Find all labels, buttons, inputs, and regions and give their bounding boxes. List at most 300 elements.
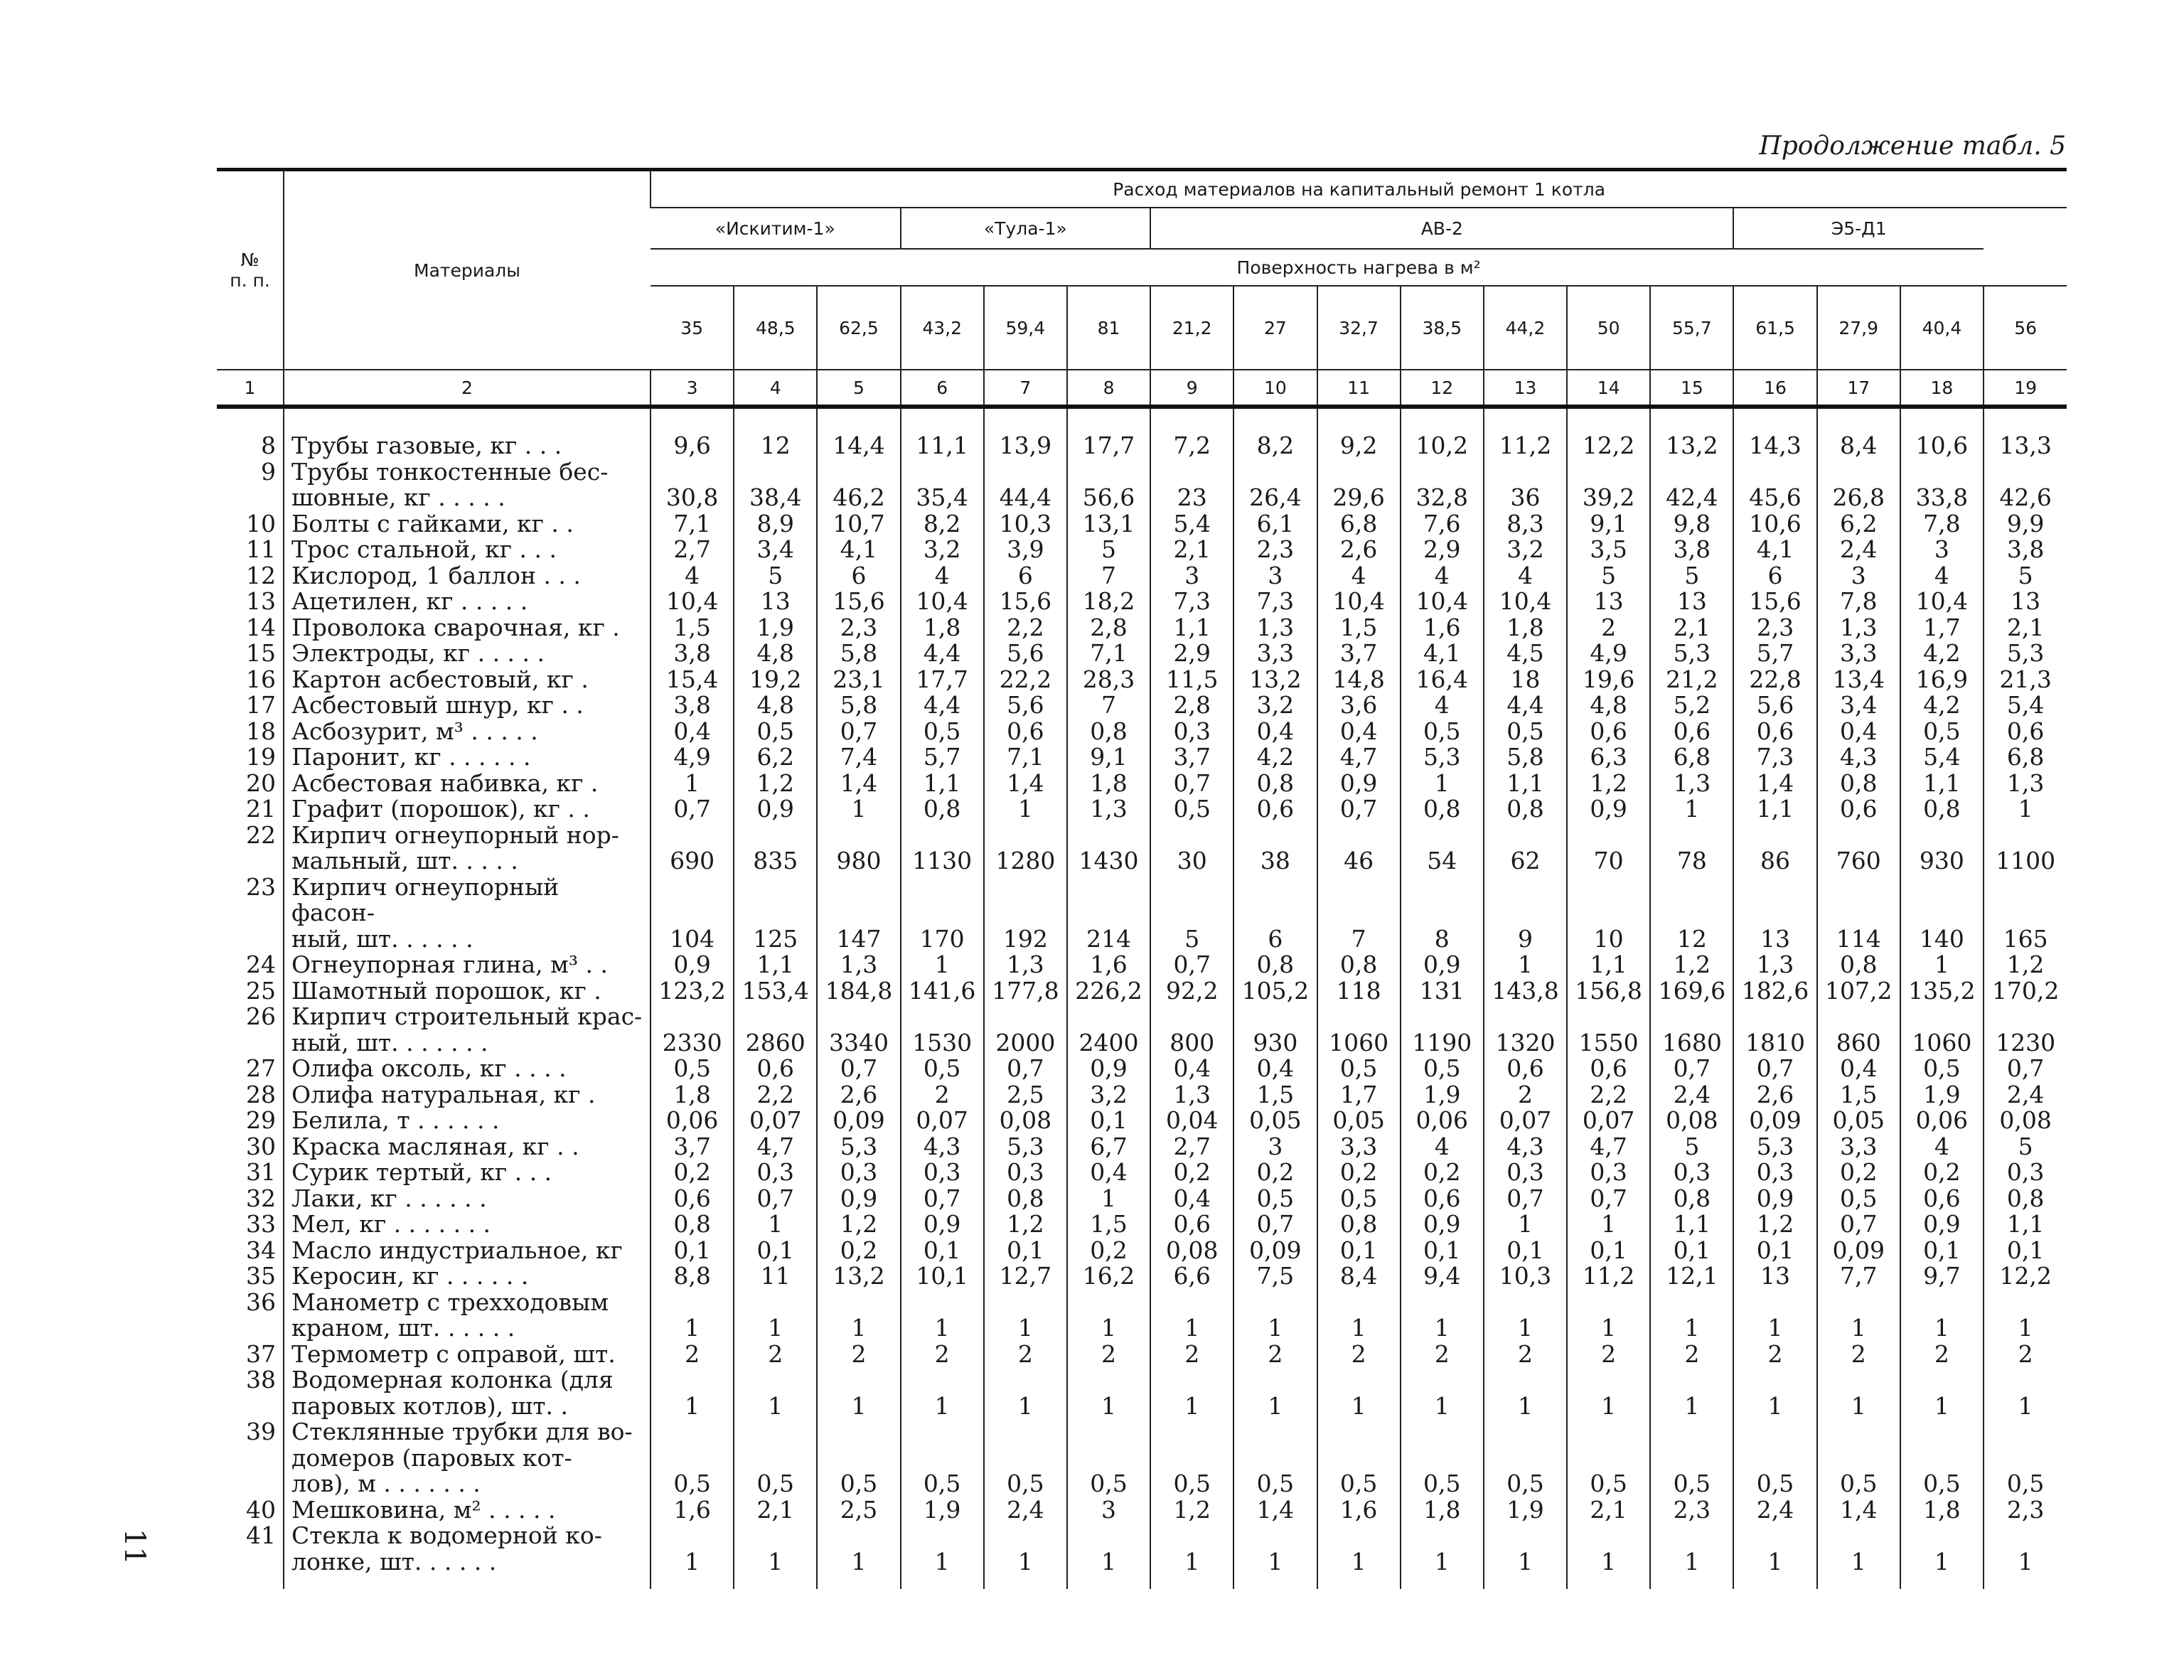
value-cell: 0,5 [1317, 1186, 1401, 1212]
value-cell: 1 [1817, 1290, 1900, 1342]
value-cell: 14,3 [1733, 407, 1816, 459]
value-cell: 1,1 [1150, 615, 1233, 641]
row-number: 23 [246, 872, 276, 901]
value-cell: 6,2 [1817, 511, 1900, 537]
num-header: № п. п. [217, 170, 284, 370]
value-cell: 30 [1150, 823, 1233, 874]
value-cell: 3,5 [1567, 537, 1650, 563]
area-header: 56 [1984, 286, 2067, 370]
value-cell: 10,1 [901, 1263, 984, 1290]
value-cell: 1 [1567, 1523, 1650, 1589]
value-cell: 7,3 [1733, 744, 1816, 771]
value-cell: 7,8 [1817, 589, 1900, 615]
value-cell: 0,7 [901, 1186, 984, 1212]
value-cell: 10,4 [1900, 589, 1984, 615]
value-cell: 1 [1067, 1523, 1150, 1589]
value-cell: 3 [1817, 563, 1900, 589]
value-cell: 0,5 [1401, 719, 1484, 745]
value-cell: 1 [901, 1290, 984, 1342]
value-cell: 0,8 [984, 1186, 1067, 1212]
value-cell: 930 [1233, 1004, 1317, 1056]
value-cell: 2 [1484, 1342, 1567, 1368]
value-cell: 5,3 [1650, 641, 1733, 667]
value-cell: 5 [1650, 1134, 1733, 1160]
value-cell: 4,4 [901, 692, 984, 719]
value-cell: 0,08 [984, 1108, 1067, 1134]
value-cell: 5 [1984, 1134, 2067, 1160]
value-cell: 0,5 [1733, 1419, 1816, 1497]
value-cell: 8,8 [651, 1263, 734, 1290]
column-number: 4 [734, 370, 817, 407]
value-cell: 7,3 [1233, 589, 1317, 615]
value-cell: 6,8 [1984, 744, 2067, 771]
value-cell: 1 [1150, 1523, 1233, 1589]
value-cell: 12,2 [1567, 407, 1650, 459]
value-cell: 7,7 [1817, 1263, 1900, 1290]
value-cell: 1 [984, 1367, 1067, 1419]
value-cell: 7 [1067, 692, 1150, 719]
value-cell: 1,8 [1484, 615, 1567, 641]
value-cell: 1 [1484, 952, 1567, 978]
value-cell: 0,06 [1900, 1108, 1984, 1134]
column-number: 12 [1401, 370, 1484, 407]
table-row [217, 1134, 2067, 1160]
value-cell: 3,3 [1317, 1134, 1401, 1160]
value-cell: 4 [1484, 563, 1567, 589]
value-cell: 0,5 [1150, 1419, 1233, 1497]
value-cell: 36 [1484, 459, 1567, 511]
value-cell: 2,4 [1733, 1497, 1816, 1524]
row-number: 18 [246, 717, 276, 745]
value-cell: 1430 [1067, 823, 1150, 874]
table-row [217, 874, 2067, 953]
value-cell: 7,8 [1900, 511, 1984, 537]
value-cell: 0,8 [651, 1211, 734, 1238]
value-cell: 4 [1401, 563, 1484, 589]
row-number: 11 [246, 535, 276, 563]
value-cell: 5,3 [1401, 744, 1484, 771]
value-cell: 0,5 [1567, 1419, 1650, 1497]
value-cell: 3 [1067, 1497, 1150, 1524]
surface-header: Поверхность нагрева в м² [651, 249, 2067, 286]
value-cell: 1,5 [1067, 1211, 1150, 1238]
value-cell: 0,4 [1150, 1056, 1233, 1082]
value-cell: 0,3 [1150, 719, 1233, 745]
value-cell: 0,1 [984, 1238, 1067, 1264]
value-cell: 1 [651, 1523, 734, 1589]
value-cell: 1060 [1900, 1004, 1984, 1056]
row-number: 35 [246, 1262, 276, 1290]
value-cell: 0,8 [1484, 796, 1567, 823]
value-cell: 7,1 [1067, 641, 1150, 667]
value-cell: 12 [1650, 874, 1733, 953]
value-cell: 56,6 [1067, 459, 1150, 511]
value-cell: 1 [1984, 1290, 2067, 1342]
value-cell: 1 [1233, 1523, 1317, 1589]
table-row [217, 667, 2067, 693]
value-cell: 3 [1233, 563, 1317, 589]
value-cell: 1,3 [1650, 771, 1733, 797]
value-cell: 29,6 [1317, 459, 1401, 511]
value-cell: 10,7 [817, 511, 900, 537]
value-cell: 0,1 [1733, 1238, 1816, 1264]
value-cell: 1 [651, 1290, 734, 1342]
column-number: 1 [217, 370, 284, 407]
value-cell: 1,1 [1567, 952, 1650, 978]
value-cell: 7 [1317, 874, 1401, 953]
value-cell: 4,9 [1567, 641, 1650, 667]
table-row [217, 1004, 2067, 1056]
value-cell: 13,2 [817, 1263, 900, 1290]
value-cell: 1,1 [1984, 1211, 2067, 1238]
value-cell: 16,2 [1067, 1263, 1150, 1290]
value-cell: 2,8 [1150, 692, 1233, 719]
value-cell: 1 [1567, 1290, 1650, 1342]
value-cell: 38,4 [734, 459, 817, 511]
value-cell: 0,8 [1900, 796, 1984, 823]
row-number: 39 [246, 1418, 276, 1445]
value-cell: 0,1 [1567, 1238, 1650, 1264]
value-cell: 0,3 [901, 1160, 984, 1186]
value-cell: 1,3 [1150, 1082, 1233, 1108]
area-header: 62,5 [817, 286, 900, 370]
table-row [217, 1497, 2067, 1524]
value-cell: 1 [1401, 1367, 1484, 1419]
value-cell: 2860 [734, 1004, 817, 1056]
value-cell: 9,8 [1650, 511, 1733, 537]
value-cell: 0,7 [1817, 1211, 1900, 1238]
value-cell: 0,5 [1401, 1419, 1484, 1497]
row-number: 27 [246, 1054, 276, 1082]
value-cell: 8,3 [1484, 511, 1567, 537]
value-cell: 1 [1150, 1367, 1233, 1419]
value-cell: 123,2 [651, 978, 734, 1005]
value-cell: 4,9 [651, 744, 734, 771]
value-cell: 7 [1067, 563, 1150, 589]
value-cell: 33,8 [1900, 459, 1984, 511]
value-cell: 2,4 [1984, 1082, 2067, 1108]
value-cell: 1 [1900, 952, 1984, 978]
value-cell: 4 [1401, 1134, 1484, 1160]
value-cell: 4,4 [901, 641, 984, 667]
value-cell: 13,2 [1650, 407, 1733, 459]
value-cell: 2,1 [1150, 537, 1233, 563]
value-cell: 0,3 [734, 1160, 817, 1186]
value-cell: 1,3 [984, 952, 1067, 978]
value-cell: 1550 [1567, 1004, 1650, 1056]
value-cell: 1,9 [1401, 1082, 1484, 1108]
material-name: Манометр с трехходовым краном, шт. . . . . . [284, 1290, 651, 1342]
value-cell: 3,3 [1817, 1134, 1900, 1160]
value-cell: 5,3 [984, 1134, 1067, 1160]
value-cell: 12,7 [984, 1263, 1067, 1290]
value-cell: 170 [901, 874, 984, 953]
value-cell: 3,7 [1317, 641, 1401, 667]
value-cell: 0,4 [1067, 1160, 1150, 1186]
value-cell: 2,2 [984, 615, 1067, 641]
value-cell: 0,9 [817, 1186, 900, 1212]
row-number: 38 [246, 1366, 276, 1393]
value-cell: 1 [1401, 771, 1484, 797]
value-cell: 4,3 [1484, 1134, 1567, 1160]
value-cell: 0,5 [1067, 1419, 1150, 1497]
value-cell: 1 [1817, 1523, 1900, 1589]
value-cell: 0,3 [1567, 1160, 1650, 1186]
value-cell: 0,9 [1317, 771, 1401, 797]
value-cell: 1,2 [984, 1211, 1067, 1238]
row-number: 20 [246, 769, 276, 797]
value-cell: 5 [1150, 874, 1233, 953]
value-cell: 0,5 [1317, 1056, 1401, 1082]
value-cell: 0,9 [651, 952, 734, 978]
value-cell: 1 [1984, 1523, 2067, 1589]
value-cell: 1,4 [984, 771, 1067, 797]
value-cell: 0,6 [1401, 1186, 1484, 1212]
column-number: 14 [1567, 370, 1650, 407]
value-cell: 3,2 [901, 537, 984, 563]
value-cell: 1 [1900, 1290, 1984, 1342]
value-cell: 0,8 [901, 796, 984, 823]
value-cell: 54 [1401, 823, 1484, 874]
table-header [217, 170, 2067, 407]
table-row [217, 1238, 2067, 1264]
value-cell: 140 [1900, 874, 1984, 953]
materials-table [217, 168, 2067, 1589]
value-cell: 107,2 [1817, 978, 1900, 1005]
value-cell: 1 [1317, 1290, 1401, 1342]
material-name: Кислород, 1 баллон . . . [284, 563, 651, 589]
value-cell: 0,5 [984, 1419, 1067, 1497]
value-cell: 1,6 [1067, 952, 1150, 978]
value-cell: 1,6 [651, 1497, 734, 1524]
value-cell: 1530 [901, 1004, 984, 1056]
value-cell: 4 [1317, 563, 1401, 589]
material-name: Мел, кг . . . . . . . [284, 1211, 651, 1238]
value-cell: 0,4 [1817, 719, 1900, 745]
value-cell: 16,9 [1900, 667, 1984, 693]
row-number: 19 [246, 743, 276, 771]
value-cell: 1,2 [1650, 952, 1733, 978]
value-cell: 4 [1900, 563, 1984, 589]
value-cell: 0,4 [1233, 719, 1317, 745]
value-cell: 0,7 [1567, 1186, 1650, 1212]
value-cell: 0,5 [901, 719, 984, 745]
value-cell: 3,8 [1650, 537, 1733, 563]
material-name: Керосин, кг . . . . . . [284, 1263, 651, 1290]
value-cell: 214 [1067, 874, 1150, 953]
value-cell: 1 [901, 952, 984, 978]
material-name: Асбестовая набивка, кг . [284, 771, 651, 797]
table-row [217, 407, 2067, 459]
column-number: 2 [284, 370, 651, 407]
value-cell: 0,2 [1401, 1160, 1484, 1186]
value-cell: 1100 [1984, 823, 2067, 874]
value-cell: 1 [817, 1367, 900, 1419]
value-cell: 4,7 [1567, 1134, 1650, 1160]
value-cell: 26,8 [1817, 459, 1900, 511]
value-cell: 0,04 [1150, 1108, 1233, 1134]
row-number: 41 [246, 1521, 276, 1549]
value-cell: 182,6 [1733, 978, 1816, 1005]
value-cell: 0,2 [1317, 1160, 1401, 1186]
value-cell: 8,9 [734, 511, 817, 537]
value-cell: 2,3 [1650, 1497, 1733, 1524]
value-cell: 0,7 [651, 796, 734, 823]
row-number: 15 [246, 639, 276, 667]
value-cell: 0,4 [1817, 1056, 1900, 1082]
value-cell: 13 [1567, 589, 1650, 615]
row-number: 28 [246, 1080, 276, 1108]
value-cell: 1,8 [651, 1082, 734, 1108]
value-cell: 7,6 [1401, 511, 1484, 537]
value-cell: 0,2 [1900, 1160, 1984, 1186]
value-cell: 2,3 [817, 615, 900, 641]
value-cell: 1,1 [1733, 796, 1816, 823]
material-name: Ацетилен, кг . . . . . [284, 589, 651, 615]
value-cell: 1 [1900, 1367, 1984, 1419]
value-cell: 10,4 [1317, 589, 1401, 615]
row-number: 30 [246, 1132, 276, 1160]
value-cell: 1,8 [1401, 1497, 1484, 1524]
value-cell: 15,4 [651, 667, 734, 693]
value-cell: 9,1 [1567, 511, 1650, 537]
value-cell: 7,4 [817, 744, 900, 771]
value-cell: 1 [1484, 1211, 1567, 1238]
value-cell: 8,4 [1317, 1263, 1401, 1290]
value-cell: 1,1 [1900, 771, 1984, 797]
value-cell: 1 [817, 796, 900, 823]
value-cell: 800 [1150, 1004, 1233, 1056]
value-cell: 38 [1233, 823, 1317, 874]
value-cell: 0,4 [1233, 1056, 1317, 1082]
value-cell: 0,8 [1233, 952, 1317, 978]
value-cell: 0,4 [1150, 1186, 1233, 1212]
value-cell: 3,6 [1317, 692, 1401, 719]
value-cell: 0,5 [901, 1056, 984, 1082]
value-cell: 3,3 [1817, 641, 1900, 667]
value-cell: 0,7 [1233, 1211, 1317, 1238]
value-cell: 5,8 [1484, 744, 1567, 771]
value-cell: 1,4 [1817, 1497, 1900, 1524]
value-cell: 169,6 [1650, 978, 1733, 1005]
value-cell: 1,3 [1733, 952, 1816, 978]
value-cell: 0,8 [1317, 952, 1401, 978]
material-name: Огнеупорная глина, м³ . . [284, 952, 651, 978]
value-cell: 11,5 [1150, 667, 1233, 693]
value-cell: 1,3 [1984, 771, 2067, 797]
value-cell: 9,4 [1401, 1263, 1484, 1290]
value-cell: 8,4 [1817, 407, 1900, 459]
value-cell: 2,7 [651, 537, 734, 563]
value-cell: 2330 [651, 1004, 734, 1056]
value-cell: 4,5 [1484, 641, 1567, 667]
value-cell: 5,3 [817, 1134, 900, 1160]
value-cell: 0,7 [984, 1056, 1067, 1082]
value-cell: 10,4 [1484, 589, 1567, 615]
value-cell: 0,2 [1817, 1160, 1900, 1186]
value-cell: 0,7 [1150, 771, 1233, 797]
column-number: 19 [1984, 370, 2067, 407]
value-cell: 1,1 [901, 771, 984, 797]
table-row [217, 771, 2067, 797]
value-cell: 3,2 [1067, 1082, 1150, 1108]
table-row [217, 1290, 2067, 1342]
value-cell: 1 [1233, 1290, 1317, 1342]
material-name: Болты с гайками, кг . . [284, 511, 651, 537]
value-cell: 6 [1733, 563, 1816, 589]
value-cell: 2000 [984, 1004, 1067, 1056]
table-row [217, 1082, 2067, 1108]
value-cell: 1 [1067, 1186, 1150, 1212]
value-cell: 0,6 [1984, 719, 2067, 745]
value-cell: 3 [1150, 563, 1233, 589]
value-cell: 0,1 [1484, 1238, 1567, 1264]
value-cell: 0,1 [1401, 1238, 1484, 1264]
materials-header: Материалы [284, 170, 651, 370]
value-cell: 0,5 [1401, 1056, 1484, 1082]
value-cell: 0,9 [734, 796, 817, 823]
value-cell: 0,6 [984, 719, 1067, 745]
value-cell: 19,2 [734, 667, 817, 693]
value-cell: 4 [651, 563, 734, 589]
value-cell: 28,3 [1067, 667, 1150, 693]
material-name: Краска масляная, кг . . [284, 1134, 651, 1160]
value-cell: 177,8 [984, 978, 1067, 1005]
value-cell: 23,1 [817, 667, 900, 693]
value-cell: 2,2 [1567, 1082, 1650, 1108]
value-cell: 1 [1650, 796, 1733, 823]
value-cell: 10,3 [984, 511, 1067, 537]
value-cell: 6 [1233, 874, 1317, 953]
value-cell: 2 [817, 1342, 900, 1368]
value-cell: 0,7 [1650, 1056, 1733, 1082]
value-cell: 0,7 [734, 1186, 817, 1212]
value-cell: 0,6 [1233, 796, 1317, 823]
value-cell: 2 [901, 1342, 984, 1368]
table-row [217, 1419, 2067, 1497]
material-name: Лаки, кг . . . . . . [284, 1186, 651, 1212]
value-cell: 13,1 [1067, 511, 1150, 537]
value-cell: 13 [1650, 589, 1733, 615]
value-cell: 0,09 [1733, 1108, 1816, 1134]
value-cell: 1,9 [901, 1497, 984, 1524]
value-cell: 18 [1484, 667, 1567, 693]
value-cell: 3,2 [1233, 692, 1317, 719]
area-header: 61,5 [1733, 286, 1816, 370]
value-cell: 2 [901, 1082, 984, 1108]
value-cell: 1130 [901, 823, 984, 874]
value-cell: 11,2 [1567, 1263, 1650, 1290]
value-cell: 4,8 [734, 692, 817, 719]
value-cell: 1 [1317, 1523, 1401, 1589]
row-number: 17 [246, 691, 276, 719]
value-cell: 860 [1817, 1004, 1900, 1056]
value-cell: 0,1 [1650, 1238, 1733, 1264]
value-cell: 1,4 [817, 771, 900, 797]
value-cell: 10 [1567, 874, 1650, 953]
row-number: 14 [246, 613, 276, 641]
value-cell: 16,4 [1401, 667, 1484, 693]
value-cell: 0,5 [1650, 1419, 1733, 1497]
value-cell: 2 [1817, 1342, 1900, 1368]
value-cell: 0,6 [1650, 719, 1733, 745]
material-name: Асбестовый шнур, кг . . [284, 692, 651, 719]
column-number: 6 [901, 370, 984, 407]
value-cell: 2,6 [1317, 537, 1401, 563]
value-cell: 2,1 [1984, 615, 2067, 641]
value-cell: 4 [1900, 1134, 1984, 1160]
value-cell: 1 [734, 1211, 817, 1238]
